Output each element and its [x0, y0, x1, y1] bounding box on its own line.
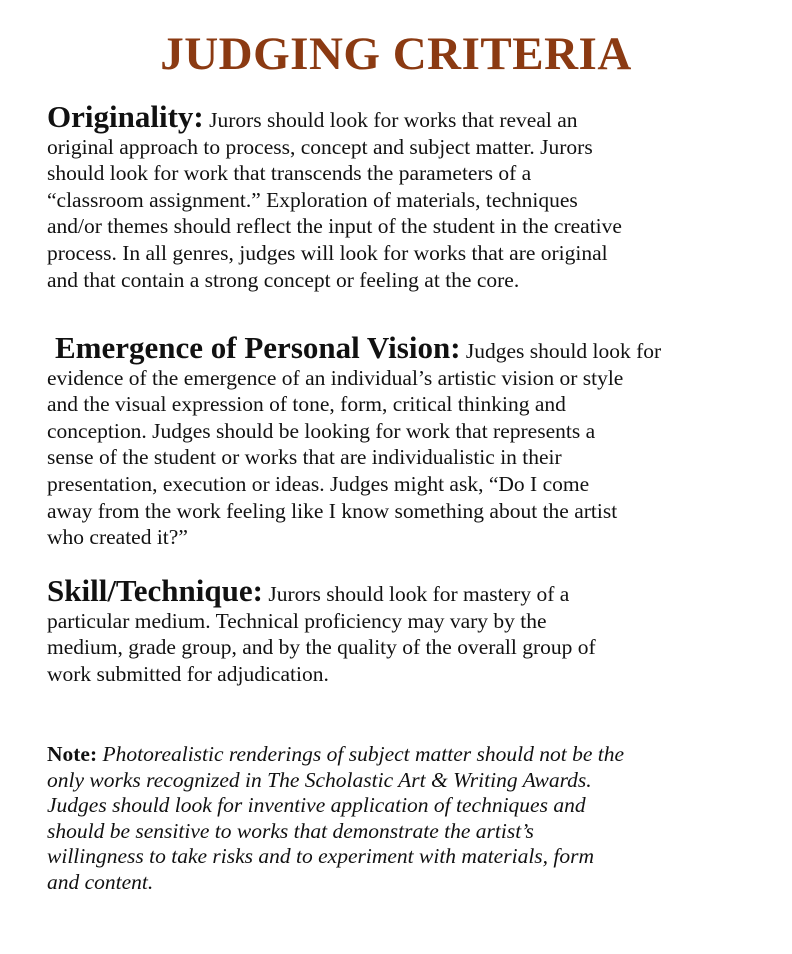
section-heading-personal-vision: Emergence of Personal Vision:: [55, 330, 461, 365]
note-label: Note:: [47, 742, 98, 766]
section-text-line: work submitted for adjudication.: [47, 661, 329, 686]
page-title: JUDGING CRITERIA: [160, 28, 632, 80]
note-first-line: [47, 742, 759, 768]
section-text-line: sense of the student or works that are individualistic in their: [47, 445, 562, 470]
note-text-line: Judges should look for inventive application of techniques and: [47, 793, 586, 818]
note-text-line: willingness to take risks and to experiment with materials, form: [47, 844, 595, 869]
section-text-line: original approach to process, concept and subject matter. Jurors: [47, 134, 593, 159]
section-text-line: Jurors should look for mastery of a: [262, 582, 570, 606]
note-text-line: and content.: [47, 869, 154, 894]
section-text-line: away from the work feeling like I know something about the artist: [47, 498, 618, 523]
note-text-line: Photorealistic renderings of subject matter should not be the: [97, 742, 625, 766]
section-text-line: Jurors should look for works that reveal an: [203, 108, 578, 132]
section-text-line: process. In all genres, judges will look for works that are original: [47, 240, 608, 265]
note-text-line: should be sensitive to works that demonstrate the artist’s: [47, 818, 534, 843]
note-section: [47, 742, 759, 896]
section-text-line: Judges should look for: [460, 339, 662, 363]
section-skill-technique: [47, 573, 759, 687]
section-heading-skill-technique: Skill/Technique:: [47, 573, 263, 608]
section-first-line: [47, 573, 759, 608]
section-text-line: particular medium. Technical proficiency may vary by the: [47, 608, 547, 633]
section-first-line: [55, 330, 767, 365]
section-text-line: and/or themes should reflect the input of the student in the creative: [47, 214, 622, 239]
section-text-line: should look for work that transcends the parameters of a: [47, 161, 532, 186]
section-text-line: and that contain a strong concept or feeling at the core.: [47, 267, 520, 292]
section-text-line: evidence of the emergence of an individual’s artistic vision or style: [47, 365, 624, 390]
section-text-line: “classroom assignment.” Exploration of materials, techniques: [47, 187, 578, 212]
section-originality: [47, 99, 759, 293]
note-text-line: only works recognized in The Scholastic Art & Writing Awards.: [47, 767, 592, 792]
section-text-line: conception. Judges should be looking for work that represents a: [47, 418, 596, 443]
section-text-line: who created it?”: [47, 525, 188, 550]
section-first-line: [47, 99, 759, 134]
section-personal-vision: [47, 330, 767, 551]
section-text-line: presentation, execution or ideas. Judges might ask, “Do I come: [47, 471, 590, 496]
section-text-line: and the visual expression of tone, form, critical thinking and: [47, 392, 566, 417]
section-text-line: medium, grade group, and by the quality of the overall group of: [47, 635, 596, 660]
section-heading-originality: Originality:: [47, 99, 204, 134]
